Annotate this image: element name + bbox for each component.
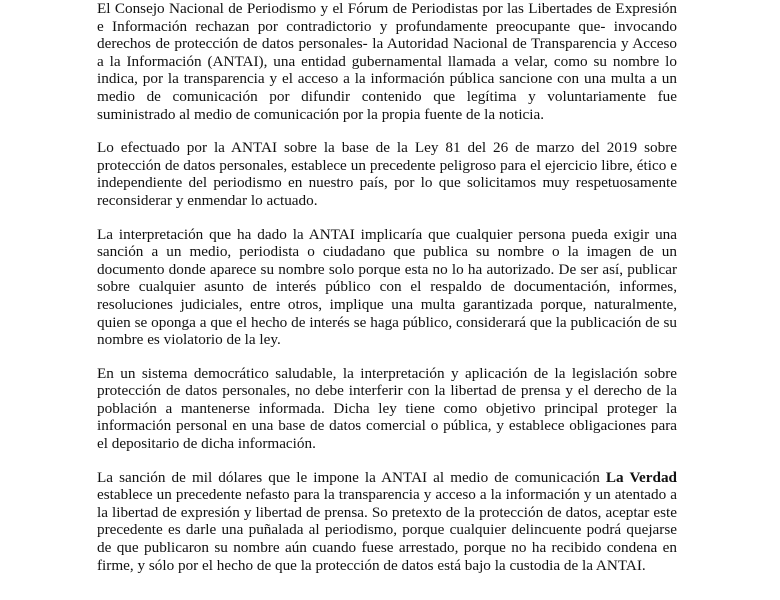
paragraph-3 xyxy=(97,226,677,349)
paragraph-2-text: Lo efectuado por la ANTAI sobre la base de la Ley 81 del 26 de marzo del 2019 sobre protección de datos personales, establece un precedente peligroso para el ejercicio libre, ético e independiente del periodismo en nuestro país, por lo que solicitamos muy respetuosamente reconsiderar y enmendar lo actuado. xyxy=(97,139,677,209)
paragraph-1-text: El Consejo Nacional de Periodismo y el Fórum de Periodistas por las Libertades de Expresión e Información rechazan por contradictorio y profundamente preocupante que- invocando derechos de protección de datos personales- la Autoridad Nacional de Transparencia y Acceso a la Información (ANTAI), una entidad gubernamental llamada a velar, como su nombre lo indica, por la transparencia y el acceso a la información pública sancione con una multa a un medio de comunicación por difundir contenido que legítima y voluntariamente fue suministrado al medio de comunicación por la propia fuente de la noticia. xyxy=(97,0,677,123)
paragraph-1 xyxy=(97,0,677,123)
document-page xyxy=(97,0,677,590)
paragraph-5 xyxy=(97,469,677,575)
paragraph-4-text: En un sistema democrático saludable, la interpretación y aplicación de la legislación sobre protección de datos personales, no debe interferir con la libertad de prensa y el derecho de la población a mantenerse informada. Dicha ley tiene como objetivo principal proteger la información personal en una base de datos comercial o pública, y establece obligaciones para el depositario de dicha información. xyxy=(97,364,677,453)
paragraph-5-text-start: La sanción de mil dólares que le impone la ANTAI al medio de comunicación xyxy=(97,468,606,486)
paragraph-5-text-end: establece un precedente nefasto para la transparencia y acceso a la información y un atentado a la libertad de expresión y libertad de prensa. So pretexto de la protección de datos, aceptar este precedente es darle una puñalada al periodismo, porque cualquier delincuente podrá quejarse de que publicaron su nombre aún cuando fuese arrestado, porque no ha recibido condena en firme, y sólo por el hecho de que la protección de datos está bajo la custodia de la ANTAI. xyxy=(97,486,677,574)
paragraph-2 xyxy=(97,139,677,209)
paragraph-4 xyxy=(97,365,677,453)
newspaper-name: La Verdad xyxy=(605,468,677,486)
paragraph-3-text: La interpretación que ha dado la ANTAI implicaría que cualquier persona pueda exigir una sanción a un medio, periodista o ciudadano que publica su nombre o la imagen de un documento donde aparece su nombre solo porque esta no lo ha autorizado. De ser así, publicar sobre cualquier asunto de interés público con el respaldo de documentación, informes, resoluciones judiciales, entre otros, implique una multa garantizada porque, naturalmente, quien se oponga a que el hecho de interés se haga público, considerará que la publicación de su nombre es violatorio de la ley. xyxy=(97,225,677,349)
